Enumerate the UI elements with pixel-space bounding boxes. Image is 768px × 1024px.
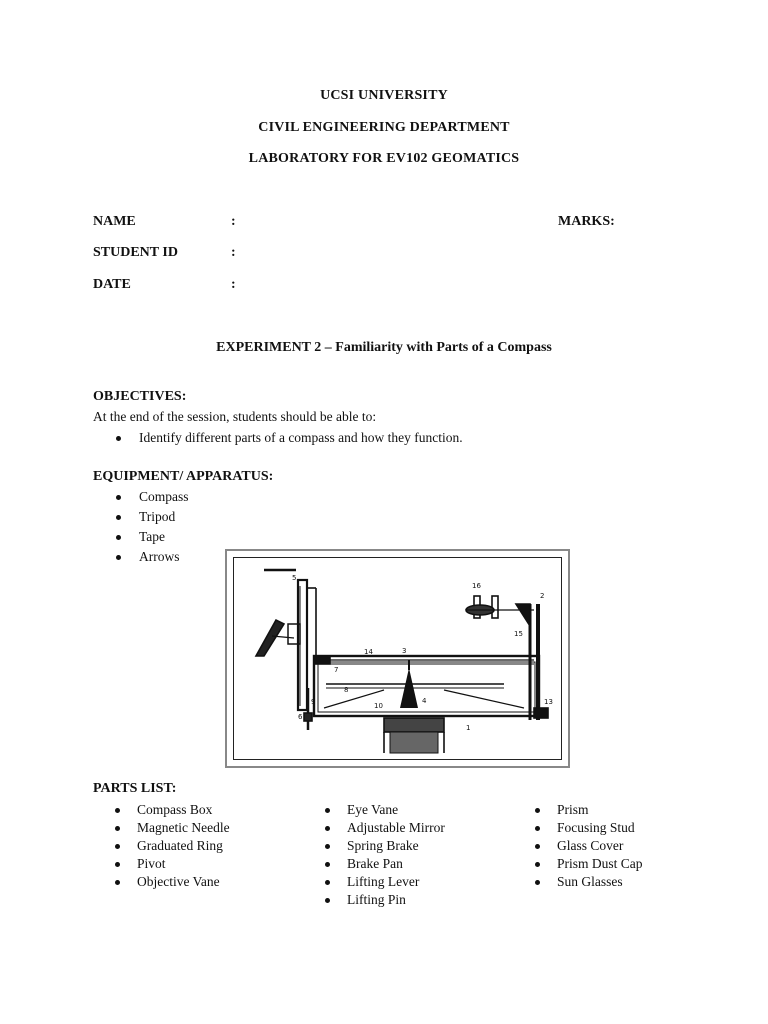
figure-label-9: 9 [311, 698, 316, 706]
figure-label-14: 14 [364, 648, 373, 656]
list-item: Magnetic Needle [112, 819, 312, 837]
list-item: Lifting Pin [322, 891, 522, 909]
figure-label-8: 8 [344, 686, 349, 694]
list-item: Objective Vane [112, 873, 312, 891]
figure-label-5: 5 [292, 574, 297, 582]
figure-label-2: 2 [540, 592, 545, 600]
parts-list-col3 [532, 801, 732, 891]
list-item: Compass [93, 487, 233, 507]
compass-diagram [225, 549, 570, 768]
list-item: Lifting Lever [322, 873, 522, 891]
figure-label-13: 13 [544, 698, 553, 706]
compass-drawing [234, 558, 565, 763]
date-label: DATE [93, 277, 131, 292]
list-item: Compass Box [112, 801, 312, 819]
figure-label-6: 6 [298, 713, 303, 721]
parts-list-col1 [112, 801, 312, 891]
list-item: Prism [532, 801, 732, 819]
objectives-list [93, 428, 653, 448]
parts-heading: PARTS LIST: [93, 781, 177, 796]
figure-label-4: 4 [422, 697, 427, 705]
university-title: UCSI UNIVERSITY [320, 88, 448, 103]
list-item: Sun Glasses [532, 873, 732, 891]
list-item: Prism Dust Cap [532, 855, 732, 873]
list-item: Identify different parts of a compass and how they function. [93, 428, 653, 448]
parts-list-col2 [322, 801, 522, 909]
list-item: Graduated Ring [112, 837, 312, 855]
list-item: Tripod [93, 507, 233, 527]
objectives-intro: At the end of the session, students should be able to: [93, 409, 377, 424]
equipment-heading: EQUIPMENT/ APPARATUS: [93, 469, 274, 484]
date-colon: : [231, 277, 236, 292]
laboratory-title: LABORATORY FOR EV102 GEOMATICS [248, 151, 520, 166]
list-item: Spring Brake [322, 837, 522, 855]
diagram-frame [233, 557, 562, 760]
figure-label-3: 3 [402, 647, 407, 655]
figure-label-7: 7 [334, 666, 339, 674]
figure-label-15: 15 [514, 630, 523, 638]
list-item: Glass Cover [532, 837, 732, 855]
name-label: NAME [93, 214, 136, 229]
list-item: Focusing Stud [532, 819, 732, 837]
experiment-title: EXPERIMENT 2 – Familiarity with Parts of a Compass [216, 340, 552, 355]
department-title: CIVIL ENGINEERING DEPARTMENT [258, 120, 510, 135]
name-colon: : [231, 214, 236, 229]
list-item: Adjustable Mirror [322, 819, 522, 837]
figure-label-16: 16 [472, 582, 481, 590]
student-id-colon: : [231, 245, 236, 260]
equipment-list [93, 487, 233, 567]
objectives-heading: OBJECTIVES: [93, 389, 187, 404]
list-item: Tape [93, 527, 233, 547]
student-id-label: STUDENT ID [93, 245, 178, 260]
figure-label-1: 1 [466, 724, 471, 732]
list-item: Pivot [112, 855, 312, 873]
marks-label: MARKS: [558, 214, 615, 229]
list-item: Eye Vane [322, 801, 522, 819]
list-item: Brake Pan [322, 855, 522, 873]
figure-label-10: 10 [374, 702, 383, 710]
list-item: Arrows [93, 547, 233, 567]
